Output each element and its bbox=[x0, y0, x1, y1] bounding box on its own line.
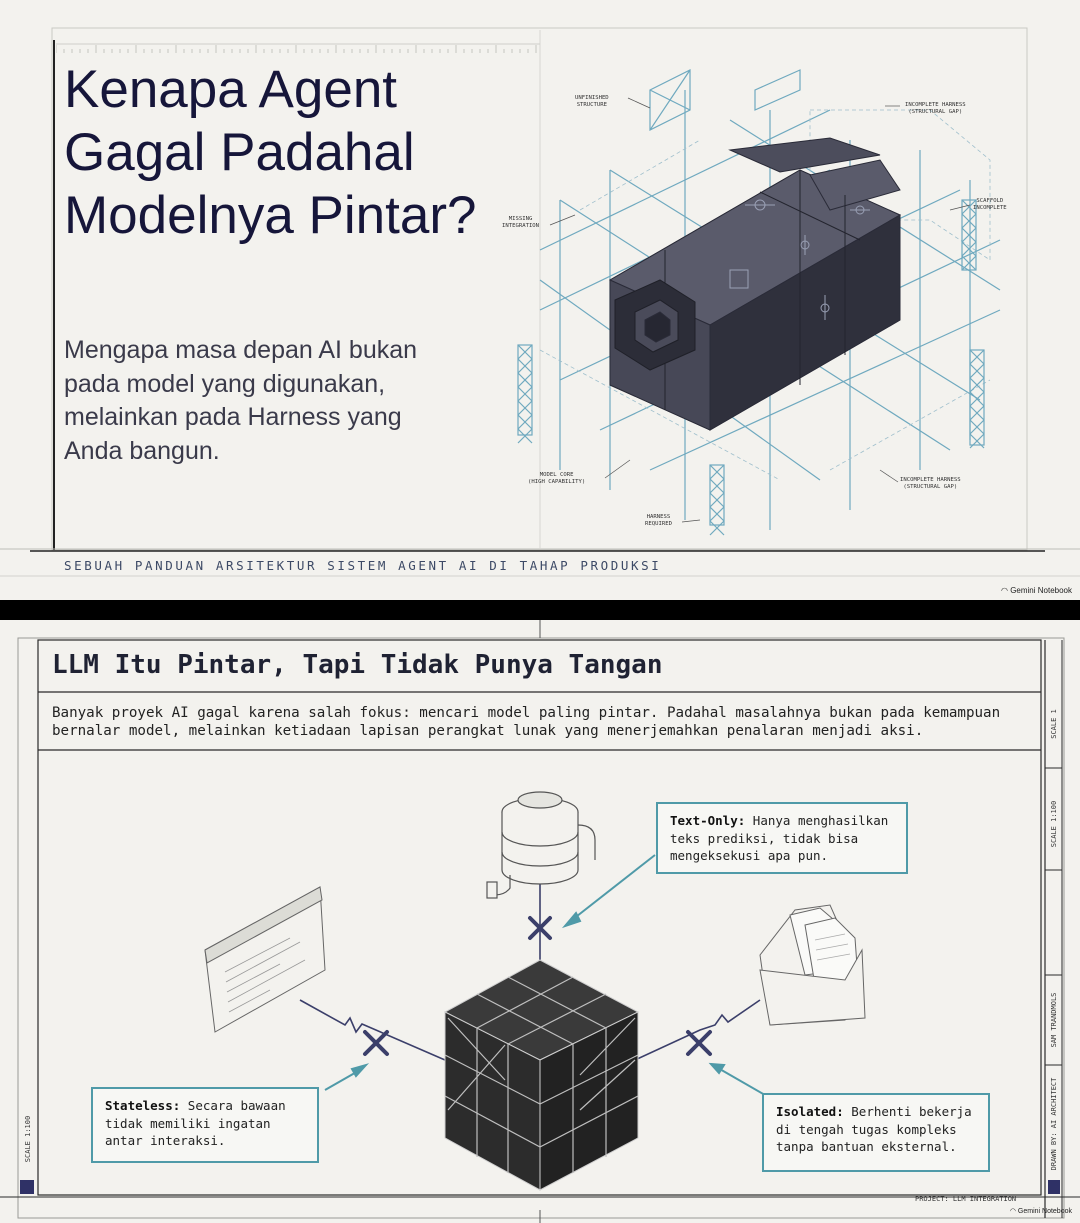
folder-icon bbox=[760, 905, 865, 1025]
brand-logo: ◠ Gemini Notebook bbox=[1000, 586, 1072, 595]
label-incomplete-harness-bottom: INCOMPLETE HARNESS (STRUCTURAL GAP) bbox=[900, 477, 961, 490]
project-label: PROJECT: LLM INTEGRATION bbox=[915, 1195, 1017, 1203]
side-label-scale-left: SCALE 1:100 bbox=[24, 1115, 32, 1163]
side-label-sam: SAM TRANDMOLS bbox=[1050, 992, 1058, 1048]
callout-text-only: Text-Only: Hanya menghasilkan teks prediksi, tidak bisa mengeksekusi apa pun. bbox=[656, 802, 908, 874]
brand-logo-2: ◠ Gemini Notebook bbox=[1009, 1208, 1072, 1215]
label-harness-required: HARNESS REQUIRED bbox=[645, 514, 672, 527]
label-incomplete-harness-top: INCOMPLETE HARNESS (STRUCTURAL GAP) bbox=[905, 102, 966, 115]
label-model-core: MODEL CORE (HIGH CAPABILITY) bbox=[528, 472, 586, 485]
label-scaffold-incomplete: SCAFFOLD INCOMPLETE bbox=[973, 198, 1007, 211]
slide2-description: Banyak proyek AI gagal karena salah fokus: mencari model paling pintar. Padahal masalahnya bukan pada kemampuan bernalar model, melainkan ketiadaan lapisan perangkat lunak yang menerjemahkan penalaran menjadi aksi. bbox=[52, 705, 1001, 739]
cover-footer: SEBUAH PANDUAN ARSITEKTUR SISTEM AGENT AI DI TAHAP PRODUKSI bbox=[64, 558, 662, 573]
side-label-drawn-by: DRAWN BY: AI ARCHITECT bbox=[1050, 1077, 1058, 1171]
slide-cover bbox=[0, 0, 1080, 600]
code-window-icon bbox=[205, 887, 325, 1032]
label-unfinished-structure: UNFINISHED STRUCTURE bbox=[575, 95, 609, 108]
callout-isolated: Isolated: Berhenti bekerja di tengah tugas kompleks tanpa bantuan eksternal. bbox=[762, 1093, 990, 1172]
database-icon bbox=[487, 792, 595, 898]
slide-llm-hands bbox=[0, 620, 1080, 1223]
ruler-ticks bbox=[56, 40, 540, 48]
llm-cube-icon bbox=[445, 960, 638, 1190]
label-missing-integration: MISSING INTEGRATION bbox=[502, 216, 540, 229]
side-label-scale-100: SCALE 1:100 bbox=[1050, 800, 1058, 848]
cover-title: Kenapa Agent Gagal Padahal Modelnya Pintar? bbox=[64, 60, 477, 245]
slide2-title: LLM Itu Pintar, Tapi Tidak Punya Tangan bbox=[52, 650, 663, 680]
model-core-block bbox=[610, 138, 900, 430]
cover-subtitle: Mengapa masa depan AI bukan pada model yang digunakan, melainkan pada Harness yang Anda bangun. bbox=[64, 336, 418, 465]
side-label-scale-1: SCALE 1 bbox=[1050, 709, 1058, 739]
callout-stateless: Stateless: Secara bawaan tidak memiliki ingatan antar interaksi. bbox=[91, 1087, 319, 1163]
